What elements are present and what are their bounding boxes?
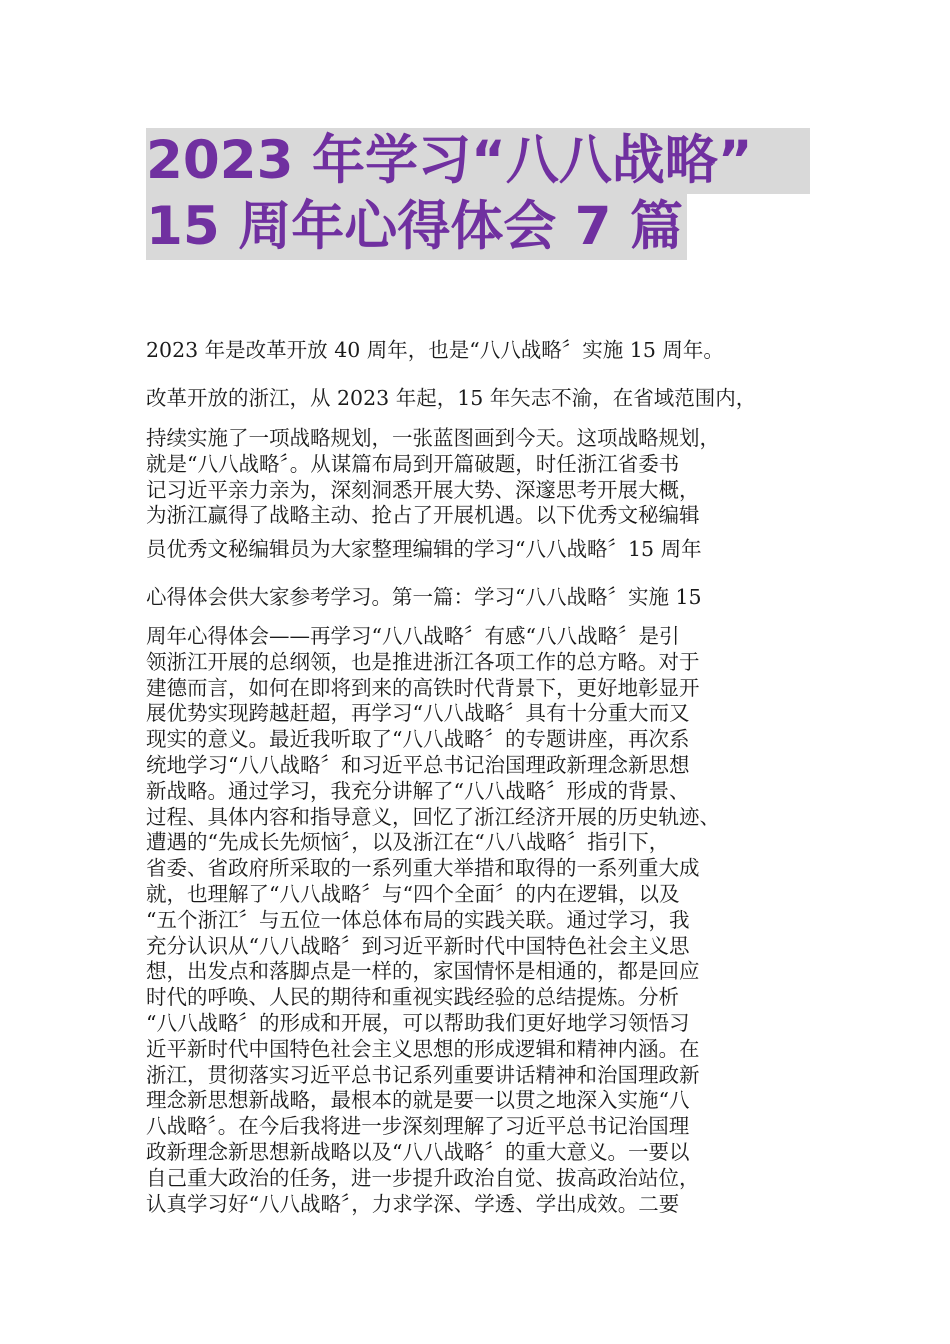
text-line: 统地学习“八八战略〞和习近平总书记治国理政新理念新思想 <box>146 752 690 777</box>
text-line: 员优秀文秘编辑员为大家整理编辑的学习“八八战略〞15 周年 <box>146 537 702 561</box>
text-line: 就，也理解了“八八战略〞与“四个全面〞的内在逻辑，以及 <box>146 881 680 906</box>
text-line: 遭遇的“先成长先烦恼〞，以及浙江在“八八战略〞指引下， <box>146 830 670 855</box>
text-line: 过程、具体内容和指导意义，回忆了浙江经济开展的历史轨迹、 <box>146 804 720 829</box>
text-line: 领浙江开展的总纲领，也是推进浙江各项工作的总方略。对于 <box>146 649 700 674</box>
text-line: 政新理念新思想新战略以及“八八战略〞的重大意义。一要以 <box>146 1139 690 1164</box>
text-line: 时代的呼唤、人民的期待和重视实践经验的总结提炼。分析 <box>146 985 679 1010</box>
text-line: 近平新时代中国特色社会主义思想的形成逻辑和精神内涵。在 <box>146 1036 700 1061</box>
text-line: 建德而言，如何在即将到来的高铁时代背景下，更好地彰显开 <box>146 675 700 700</box>
text-line: 展优势实现跨越赶超，再学习“八八战略〞具有十分重大而又 <box>146 701 690 726</box>
text-line: 理念新思想新战略，最根本的就是要一以贯之地深入实施“八 <box>146 1088 690 1113</box>
text-line: 就是“八八战略〞。从谋篇布局到开篇破题，时任浙江省委书 <box>146 451 680 476</box>
text-line: 新战略。通过学习，我充分讲解了“八八战略〞形成的背景、 <box>146 778 690 803</box>
text-line: “五个浙江〞与五位一体总体布局的实践关联。通过学习，我 <box>146 907 690 932</box>
text-line: 周年心得体会——再学习“八八战略〞有感“八八战略〞是引 <box>146 624 680 648</box>
text-line: 持续实施了一项战略规划，一张蓝图画到今天。这项战略规划， <box>146 426 720 450</box>
body-paragraph <box>146 386 826 412</box>
title-line-1: 2023 年学习“八八战略” <box>146 128 810 194</box>
body-paragraph <box>146 338 826 364</box>
body-paragraph <box>146 624 826 1217</box>
text-line: 充分认识从“八八战略〞到习近平新时代中国特色社会主义思 <box>146 933 690 958</box>
title-line-2: 15 周年心得体会 7 篇 <box>146 194 687 260</box>
text-line: 八战略〞。在今后我将进一步深刻理解了习近平总书记治国理 <box>146 1114 690 1139</box>
text-line: 认真学习好“八八战略〞，力求学深、学透、学出成效。二要 <box>146 1191 680 1216</box>
text-line: 记习近平亲力亲为，深刻洞悉开展大势、深邃思考开展大概， <box>146 477 700 502</box>
body-paragraph <box>146 426 826 529</box>
text-line: 省委、省政府所采取的一系列重大举措和取得的一系列重大成 <box>146 856 700 881</box>
body-paragraph <box>146 585 826 611</box>
text-line: 为浙江赢得了战略主动、抢占了开展机遇。以下优秀文秘编辑 <box>146 503 700 528</box>
body-paragraph <box>146 537 826 563</box>
text-line: 想，出发点和落脚点是一样的，家国情怀是相通的，都是回应 <box>146 959 700 984</box>
text-line: “八八战略〞的形成和开展，可以帮助我们更好地学习领悟习 <box>146 1010 690 1035</box>
text-line: 改革开放的浙江，从 2023 年起，15 年矢志不渝，在省域范围内， <box>146 386 757 410</box>
text-line: 现实的意义。最近我听取了“八八战略〞的专题讲座，再次系 <box>146 727 690 752</box>
text-line: 心得体会供大家参考学习。第一篇：学习“八八战略〞实施 15 <box>146 585 702 609</box>
document-title <box>146 128 810 260</box>
text-line: 自己重大政治的任务，进一步提升政治自觉、拔高政治站位， <box>146 1165 700 1190</box>
text-line: 2023 年是改革开放 40 周年，也是“八八战略〞实施 15 周年。 <box>146 338 724 362</box>
text-line: 浙江，贯彻落实习近平总书记系列重要讲话精神和治国理政新 <box>146 1062 700 1087</box>
